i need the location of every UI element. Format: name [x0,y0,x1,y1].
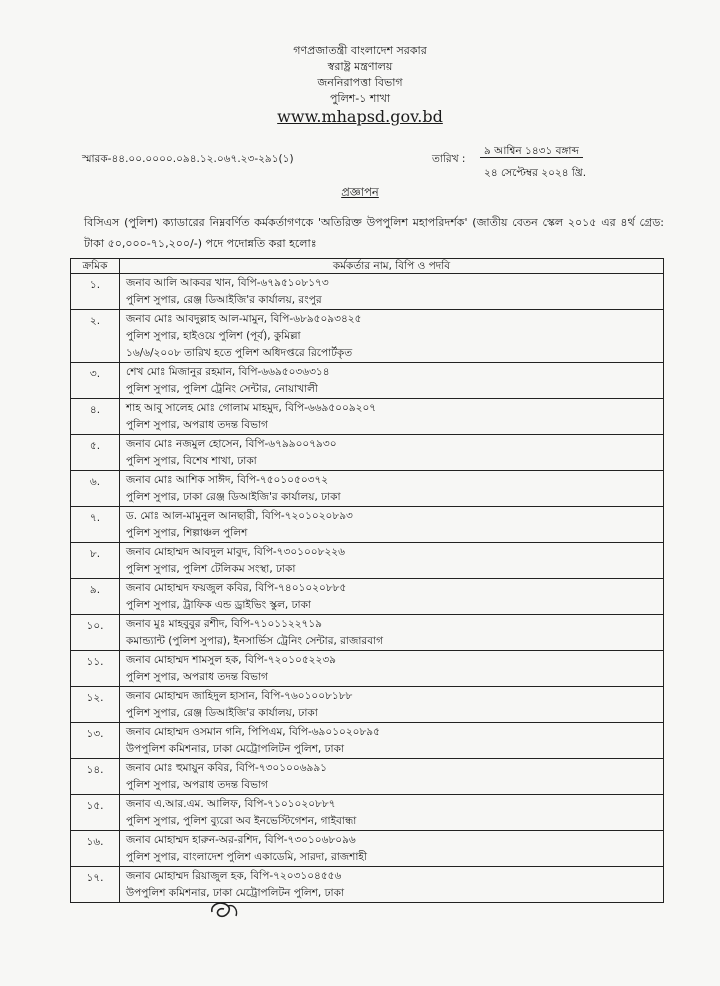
officer-posting: পুলিশ সুপার, পুলিশ টেলিকম সংস্থা, ঢাকা [126,563,296,575]
serial-number: ৪. [71,399,120,435]
officer-posting: উপপুলিশ কমিশনার, ঢাকা মেট্রোপলিটন পুলিশ, ঢাকা [126,743,344,755]
officer-name: জনাব মোহাম্মদ আবদুল মাবুদ, বিপি-৭৩০১০০৮২২৬ [126,546,345,558]
officer-name: জনাব মোহাম্মদ জাহিদুল হাসান, বিপি-৭৬০১০০৮১৮৮ [126,690,353,702]
letterhead [0,44,720,124]
date-bangla: ৯ আশ্বিন ১৪৩১ বঙ্গাব্দ [480,145,583,158]
serial-number: ৩. [71,363,120,399]
officer-name: জনাব মোহাম্মদ হারুন-অর-রশিদ, বিপি-৭৩০১০৬৮০৯৬ [126,834,356,846]
officer-name: জনাব মোহাম্মদ রিয়াজুল হক, বিপি-৭২০৩১০৪৫৫৬ [126,870,342,882]
officer-posting: পুলিশ সুপার, অপরাধ তদন্ত বিভাগ [126,779,268,791]
serial-number: ১৩. [71,723,120,759]
officer-posting: পুলিশ সুপার, বিশেষ শাখা, ঢাকা [126,455,257,467]
officer-cell [120,795,664,831]
officer-cell [120,615,664,651]
officer-cell [120,435,664,471]
officer-posting: পুলিশ সুপার, ট্রাফিক এন্ড ড্রাইভিং স্কুল, ঢাকা [126,599,311,611]
officer-name: জনাব মোহাম্মদ ফয়জুল কবির, বিপি-৭৪০১০২০৮৮৫ [126,582,347,594]
table-row [71,867,664,903]
serial-number: ৮. [71,543,120,579]
serial-number: ১. [71,274,120,310]
officer-name: শাহ আবু সালেহ মোঃ গোলাম মাহমুদ, বিপি-৬৬৯৫০০৯২০৭ [126,402,377,414]
date-block [480,140,590,184]
table-row [71,310,664,363]
officer-name: ড. মোঃ আল-মামুনুল আনছারী, বিপি-৭২০১০২০৮৯৩ [126,510,353,522]
intro-paragraph: বিসিএস (পুলিশ) ক্যাডারের নিম্নবর্ণিত কর্মকর্তাগণকে 'অতিরিক্ত উপপুলিশ মহাপরিদর্শক' (জাতীয় বেতন স্কেল ২০১৫ এর ৪র্থ গ্রেড: টাকা ৫০,০০০-৭১,২০০/-) পদে পদোন্নতি করা হলোঃ [84,216,664,250]
memo-number: স্মারক-৪৪.০০.০০০০.০৯৪.১২.০৬৭.২৩-২৯১(১) [82,153,294,165]
serial-number: ৭. [71,507,120,543]
officer-cell [120,310,664,363]
serial-number: ১০. [71,615,120,651]
officer-name: জনাব মোঃ হুমায়ুন কবির, বিপি-৭৩০১০০৬৯৯১ [126,762,327,774]
table-row [71,759,664,795]
officer-table [70,258,664,903]
officer-posting: পুলিশ সুপার, অপরাধ তদন্ত বিভাগ [126,419,268,431]
table-row [71,687,664,723]
officer-cell [120,399,664,435]
serial-number: ৬. [71,471,120,507]
officer-cell [120,579,664,615]
table-row [71,363,664,399]
officer-cell [120,867,664,903]
officer-name: জনাব মোহাম্মদ ওসমান গনি, পিপিএম, বিপি-৬৯০১০২০৮৯৫ [126,726,380,738]
officer-posting: পুলিশ সুপার, বাংলাদেশ পুলিশ একাডেমি, সারদা, রাজশাহী [126,851,367,863]
section-name: পুলিশ-১ শাখা [329,92,391,105]
table-body [71,274,664,903]
initial-mark-icon [206,898,242,924]
table-row [71,651,664,687]
officer-cell [120,831,664,867]
officer-posting: পুলিশ সুপার, পুলিশ ট্রেনিং সেন্টার, নোয়াখালী [126,383,318,395]
officer-cell [120,363,664,399]
officer-posting: পুলিশ সুপার, রেঞ্জ ডিআইজি'র কার্যালয়, ঢাকা [126,707,318,719]
officer-posting: পুলিশ সুপার, পুলিশ ব্যুরো অব ইনভেস্টিগেশন, গাইবান্ধা [126,815,357,827]
column-header-officer: কর্মকর্তার নাম, বিপি ও পদবি [120,259,664,274]
officer-posting: কমান্ড্যান্ট (পুলিশ সুপার), ইনসার্ভিস ট্রেনিং সেন্টার, রাজারবাগ [126,635,383,647]
officer-cell [120,651,664,687]
date-label: তারিখ : [432,153,466,165]
officer-name: জনাব মোঃ নজমুল হোসেন, বিপি-৬৭৯৯০০৭৯৩০ [126,438,337,450]
table-row [71,795,664,831]
officer-posting: ১৬/৬/২০০৮ তারিখ হতে পুলিশ অধিদপ্তরে রিপোর্টকৃত [126,347,353,359]
ministry-name: স্বরাষ্ট্র মন্ত্রণালয় [327,60,393,73]
serial-number: ৯. [71,579,120,615]
officer-name: জনাব মোঃ আশিক সাঈদ, বিপি-৭৫০১০৫০৩৭২ [126,474,329,486]
table-header-row [71,259,664,274]
officer-cell [120,507,664,543]
table-row [71,543,664,579]
serial-number: ৫. [71,435,120,471]
officer-posting: পুলিশ সুপার, অপরাধ তদন্ত বিভাগ [126,671,268,683]
officer-posting: পুলিশ সুপার, ঢাকা রেঞ্জ ডিআইজি'র কার্যালয়, ঢাকা [126,491,341,503]
serial-number: ১৫. [71,795,120,831]
officer-cell [120,759,664,795]
officer-name: জনাব মোঃ আবদুল্লাহ আল-মামুন, বিপি-৬৮৯৫০৯৩৪২৫ [126,313,362,325]
table-row [71,435,664,471]
table-row [71,399,664,435]
column-header-serial: ক্রমিক [71,259,120,274]
officer-posting: পুলিশ সুপার, রেঞ্জ ডিআইজি'র কার্যালয়, রংপুর [126,294,322,306]
officer-posting: পুলিশ সুপার, শিল্পাঞ্চল পুলিশ [126,527,248,539]
officer-name: জনাব মুঃ মাহবুবুর রশীদ, বিপি-৭১০১১২২৭১৯ [126,618,322,630]
table-row [71,579,664,615]
officer-cell [120,543,664,579]
officer-posting: পুলিশ সুপার, হাইওয়ে পুলিশ (পূর্ব), কুমিল্লা [126,330,301,342]
officer-name: জনাব আলি আকবর খান, বিপি-৬৭৯৫১০৮১৭৩ [126,277,329,289]
serial-number: ১৭. [71,867,120,903]
table-row [71,831,664,867]
govt-name: গণপ্রজাতন্ত্রী বাংলাদেশ সরকার [293,44,427,57]
officer-posting: উপপুলিশ কমিশনার, ঢাকা মেট্রোপলিটন পুলিশ, ঢাকা [126,887,344,899]
serial-number: ১৪. [71,759,120,795]
table-row [71,274,664,310]
notice-title: প্রজ্ঞাপন [341,185,379,199]
table-row [71,507,664,543]
website-link[interactable]: www.mhapsd.gov.bd [277,107,443,126]
officer-cell [120,723,664,759]
officer-cell [120,471,664,507]
serial-number: ১১. [71,651,120,687]
officer-cell [120,274,664,310]
serial-number: ২. [71,310,120,363]
serial-number: ১২. [71,687,120,723]
officer-name: জনাব এ.আর.এম. আলিফ, বিপি-৭১০১০২০৮৮৭ [126,798,336,810]
table-row [71,615,664,651]
table-row [71,471,664,507]
table-row [71,723,664,759]
officer-cell [120,687,664,723]
date-english: ২৪ সেপ্টেম্বর ২০২৪ খ্রি. [484,167,587,179]
division-name: জননিরাপত্তা বিভাগ [317,76,403,89]
officer-name: শেখ মোঃ মিজানুর রহমান, বিপি-৬৬৯৫০৩৬৩১৪ [126,366,330,378]
serial-number: ১৬. [71,831,120,867]
officer-name: জনাব মোহাম্মদ শামসুল হক, বিপি-৭২০১০৫২২৩৯ [126,654,336,666]
